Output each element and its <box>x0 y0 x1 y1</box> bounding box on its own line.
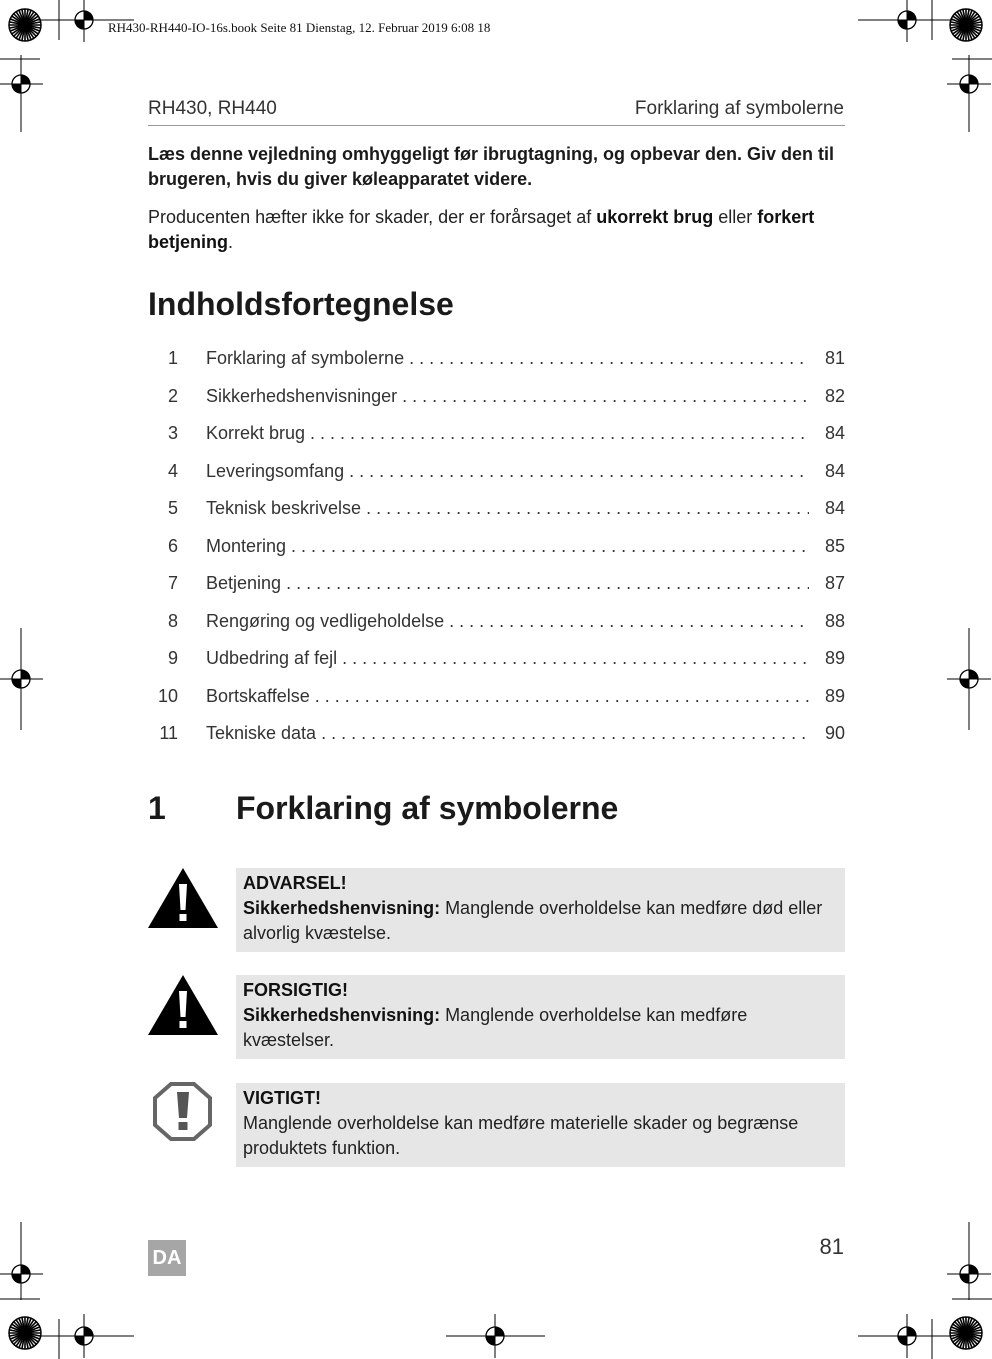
notice-body <box>243 1003 838 1053</box>
table-of-contents <box>148 340 845 753</box>
notice-text: Manglende overholdelse kan medføre kvæstelser. <box>243 1005 748 1050</box>
header-divider <box>148 125 845 126</box>
notice-title: FORSIGTIG! <box>243 980 348 1000</box>
section-number: 1 <box>148 790 166 826</box>
notice-important <box>236 1083 845 1167</box>
toc-entry[interactable] <box>148 640 845 678</box>
toc-entry[interactable] <box>148 678 845 716</box>
important-octagon-icon <box>147 1080 219 1144</box>
toc-entry-page: 85 <box>824 535 845 556</box>
toc-entry[interactable] <box>148 490 845 528</box>
notice-text: Manglende overholdelse kan medføre død eller alvorlig kvæstelse. <box>243 898 823 943</box>
toc-entry-label: Udbedring af fejl . . . <box>206 648 809 669</box>
notice-text: Manglende overholdelse kan medføre materielle skader og begrænse produktets funktion. <box>243 1113 799 1158</box>
toc-entry-number: 9 <box>167 648 178 669</box>
language-badge: DA <box>148 1240 186 1276</box>
toc-heading: Indholdsfortegnelse <box>148 286 454 322</box>
toc-entry-label: Leveringsomfang . . . <box>206 461 809 482</box>
printer-slug-line: RH430-RH440-IO-16s.book Seite 81 Dienstag, 12. Februar 2019 6:08 18 <box>108 20 491 35</box>
toc-entry[interactable] <box>148 378 845 416</box>
toc-entry-number: 10 <box>157 685 178 706</box>
toc-entry-number: 8 <box>167 610 178 631</box>
notice-caution <box>236 975 845 1059</box>
toc-entry-number: 2 <box>167 385 178 406</box>
toc-entry[interactable] <box>148 453 845 491</box>
toc-entry-number: 3 <box>167 423 178 444</box>
toc-entry-page: 84 <box>824 498 845 519</box>
toc-entry-page: 84 <box>824 423 845 444</box>
toc-entry-label: Teknisk beskrivelse . . . <box>206 498 809 519</box>
notice-lead: Sikkerhedshenvisning: <box>243 898 441 918</box>
section-title: Forklaring af symbolerne <box>236 790 619 826</box>
toc-entry-label: Rengøring og vedligeholdelse . . . <box>206 611 809 632</box>
toc-entry-number: 1 <box>167 348 178 369</box>
toc-entry-page: 84 <box>824 460 845 481</box>
toc-entry-label: Tekniske data . . . <box>206 723 809 744</box>
toc-entry-label: Sikkerhedshenvisninger . . . <box>206 386 809 407</box>
notice-title: VIGTIGT! <box>243 1088 321 1108</box>
toc-entry-page: 90 <box>824 723 845 744</box>
toc-entry-label: Bortskaffelse . . . <box>206 686 809 707</box>
toc-entry-number: 4 <box>167 460 178 481</box>
toc-entry-label: Korrekt brug . . . <box>206 423 809 444</box>
notice-body <box>243 896 838 946</box>
toc-entry-page: 81 <box>824 348 845 369</box>
notice-body <box>243 1111 838 1161</box>
notice-warning <box>236 868 845 952</box>
toc-entry[interactable] <box>148 340 845 378</box>
liability-disclaimer <box>148 205 848 255</box>
running-header-chapter: Forklaring af symbolerne <box>634 98 844 119</box>
disclaimer-emphasis-2: forkert betjening <box>148 207 815 252</box>
toc-entry-number: 11 <box>159 723 178 744</box>
toc-entry-number: 7 <box>167 573 178 594</box>
toc-entry-number: 5 <box>167 498 178 519</box>
toc-entry-page: 87 <box>824 573 845 594</box>
disclaimer-text: . <box>228 232 234 252</box>
toc-entry-page: 89 <box>824 648 845 669</box>
notice-title: ADVARSEL! <box>243 873 347 893</box>
disclaimer-text: Producenten hæfter ikke for skader, der er forårsaget af <box>148 207 597 227</box>
page-number: 81 <box>819 1234 844 1259</box>
disclaimer-emphasis-1: ukorrekt brug <box>596 207 714 227</box>
toc-entry[interactable] <box>148 603 845 641</box>
toc-entry-page: 82 <box>824 385 845 406</box>
toc-entry[interactable] <box>148 715 845 753</box>
toc-entry-label: Montering . . . <box>206 536 809 557</box>
running-header-model: RH430, RH440 <box>148 98 277 119</box>
toc-entry-number: 6 <box>167 535 178 556</box>
toc-entry[interactable] <box>148 528 845 566</box>
intro-instruction: Læs denne vejledning omhyggeligt før ibrugtagning, og opbevar den. Giv den til brugeren, hvis du giver køleapparatet videre. <box>148 144 835 189</box>
toc-entry-page: 89 <box>824 685 845 706</box>
notice-lead: Sikkerhedshenvisning: <box>243 1005 441 1025</box>
toc-entry-label: Betjening . . . <box>206 573 809 594</box>
warning-triangle-icon <box>147 866 219 930</box>
toc-entry[interactable] <box>148 415 845 453</box>
disclaimer-text: eller <box>713 207 758 227</box>
toc-entry-page: 88 <box>824 610 845 631</box>
toc-entry[interactable] <box>148 565 845 603</box>
caution-triangle-icon <box>147 973 219 1037</box>
toc-entry-label: Forklaring af symbolerne . . . <box>206 348 809 369</box>
